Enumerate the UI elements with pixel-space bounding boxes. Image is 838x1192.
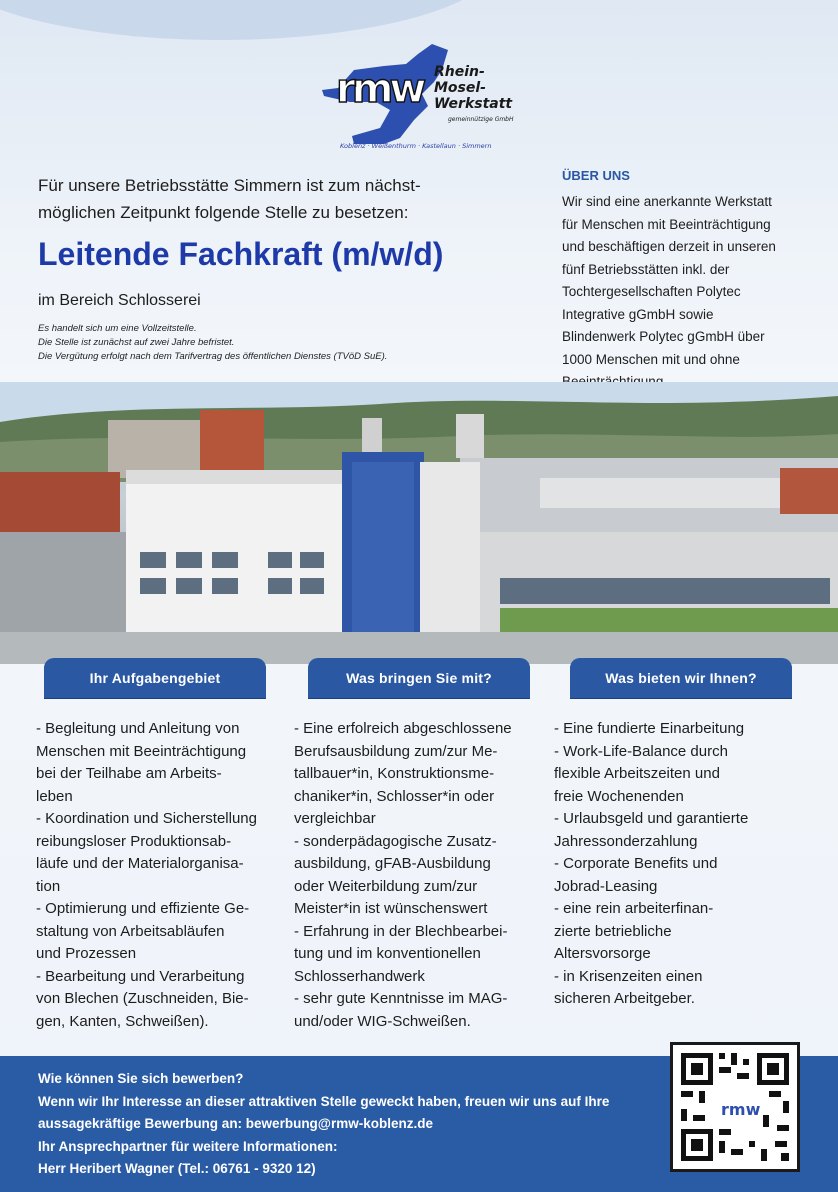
about-us (562, 168, 802, 394)
qr-logo-mark: rmw (721, 1100, 761, 1119)
list-item (36, 966, 286, 1034)
footer-text (38, 1068, 668, 1181)
list-line: und Prozessen (36, 945, 137, 962)
job-title: Leitende Fachkraft (m/w/d) (38, 236, 444, 272)
list-line: Menschen mit Beeinträchtigung (36, 742, 247, 760)
list-item (294, 718, 542, 831)
tasks-list (36, 718, 286, 1033)
qr-code-icon[interactable] (670, 1042, 800, 1172)
about-text (562, 191, 802, 394)
about-line: 1000 Menschen mit und ohne (562, 351, 740, 367)
logo-name (434, 64, 512, 112)
list-line: - in Krisenzeiten einen (554, 967, 703, 985)
list-line: - Urlaubsgeld und garantierte (554, 810, 749, 827)
list-line: gen, Kanten, Schweißen). (36, 1012, 209, 1030)
list-item (554, 898, 804, 966)
list-item (554, 741, 804, 809)
building-illustration (0, 382, 838, 664)
list-line: vergleichbar (294, 810, 376, 827)
job-subtitle: im Bereich Schlosserei (38, 292, 201, 309)
list-line: flexible Arbeitszeiten und (554, 765, 720, 782)
about-line: Tochtergesellschaften Polytec (562, 284, 741, 299)
section-heading-requirements: Was bringen Sie mit? (308, 658, 530, 698)
qr-code-graphic (673, 1045, 797, 1169)
list-item (554, 808, 804, 853)
list-line: Schlosserhandwerk (294, 967, 425, 985)
list-line: läufe und der Materialorganisa- (36, 855, 244, 872)
benefits-list (554, 718, 804, 1011)
list-line: leben (36, 787, 73, 805)
list-line: staltung von Arbeitsabläufen (36, 922, 225, 940)
company-logo (314, 40, 524, 152)
list-line: reibungsloser Produktionsab- (36, 832, 232, 850)
section-heading-tasks: Ihr Aufgabengebiet (44, 658, 266, 698)
list-line: - sehr gute Kenntnisse im MAG- (294, 990, 508, 1007)
list-line: bei der Teilhabe am Arbeits- (36, 765, 222, 782)
about-line: für Menschen mit Beeinträchtigung (562, 216, 771, 232)
footer-line: Herr Heribert Wagner (Tel.: 06761 - 9320 12) (38, 1161, 316, 1176)
list-line: - Optimierung und effiziente Ge- (36, 900, 250, 917)
list-item (554, 966, 804, 1011)
list-item (36, 898, 286, 966)
about-line: Wir sind eine anerkannte Werkstatt (562, 194, 772, 209)
building-photo (0, 382, 838, 664)
list-item (294, 988, 542, 1033)
list-line: - eine rein arbeiterfinan- (554, 900, 714, 917)
list-item (36, 718, 286, 808)
list-line: - Eine erfolreich abgeschlossene (294, 720, 512, 737)
list-item (554, 718, 804, 741)
list-line: - Erfahrung in der Blechbearbei- (294, 922, 508, 940)
job-details (38, 322, 508, 364)
logo-name-line-2: Mosel- (434, 80, 486, 96)
list-line: Jahressonderzahlung (554, 832, 698, 850)
list-line: zierte betriebliche (554, 922, 672, 940)
list-line: tung und im konventionellen (294, 945, 481, 962)
logo-legal-form: gemeinnützige GmbH (448, 116, 514, 123)
about-line: und beschäftigen derzeit in unseren (562, 239, 776, 254)
list-line: tallbauer*in, Konstruktionsme- (294, 765, 495, 782)
list-line: Berufsausbildung zum/zur Me- (294, 742, 498, 760)
list-line: Meister*in ist wünschenswert (294, 900, 488, 917)
logo-name-line-3: Werkstatt (434, 96, 513, 112)
section-heading-benefits: Was bieten wir Ihnen? (570, 658, 792, 698)
intro-text (38, 172, 518, 226)
logo-name-line-1: Rhein- (434, 64, 485, 80)
logo-mark: rmw (336, 66, 423, 112)
list-item (294, 831, 542, 921)
job-detail-line: Die Stelle ist zunächst auf zwei Jahre befristet. (38, 337, 235, 348)
list-item (36, 808, 286, 898)
list-line: - Koordination und Sicherstellung (36, 810, 257, 827)
list-line: Altersvorsorge (554, 945, 651, 962)
intro-line-2: möglichen Zeitpunkt folgende Stelle zu besetzen: (38, 203, 409, 222)
list-line: ausbildung, gFAB-Ausbildung (294, 855, 491, 872)
about-title: ÜBER UNS (562, 168, 630, 183)
list-line: und/oder WIG-Schweißen. (294, 1012, 471, 1030)
list-line: - sonderpädagogische Zusatz- (294, 832, 497, 850)
footer-line: aussagekräftige Bewerbung an: bewerbung@rmw-koblenz.de (38, 1116, 433, 1131)
job-detail-line: Die Vergütung erfolgt nach dem Tarifvertrag des öffentlichen Dienstes (TVöD SuE). (38, 351, 388, 362)
list-line: Jobrad-Leasing (554, 877, 658, 895)
list-line: - Begleitung und Anleitung von (36, 720, 240, 737)
logo-locations: Koblenz · Weißenthurm · Kastellaun · Simmern (340, 142, 492, 150)
list-line: - Work-Life-Balance durch (554, 742, 728, 760)
list-line: - Corporate Benefits und (554, 855, 718, 872)
job-detail-line: Es handelt sich um eine Vollzeitstelle. (38, 323, 197, 334)
about-line: fünf Betriebsstätten inkl. der (562, 261, 730, 277)
list-item (554, 853, 804, 898)
list-line: freie Wochenenden (554, 787, 684, 805)
list-line: - Bearbeitung und Verarbeitung (36, 967, 245, 985)
requirements-list (294, 718, 542, 1033)
list-item (294, 921, 542, 989)
footer-line: Wenn wir Ihr Interesse an dieser attraktiven Stelle geweckt haben, freuen wir uns auf Ihre (38, 1093, 610, 1109)
list-line: sicheren Arbeitgeber. (554, 990, 695, 1007)
footer-line: Wie können Sie sich bewerben? (38, 1071, 244, 1086)
list-line: chaniker*in, Schlosser*in oder (294, 787, 495, 805)
list-line: von Blechen (Zuschneiden, Bie- (36, 990, 249, 1007)
list-line: oder Weiterbildung zum/zur (294, 877, 478, 895)
footer-line: Ihr Ansprechpartner für weitere Informationen: (38, 1138, 338, 1154)
list-line: tion (36, 877, 61, 895)
about-line: Blindenwerk Polytec gGmbH über (562, 329, 765, 344)
list-line: - Eine fundierte Einarbeitung (554, 720, 745, 737)
about-line: Integrative gGmbH sowie (562, 306, 714, 322)
intro-line-1: Für unsere Betriebsstätte Simmern ist zum nächst- (38, 176, 421, 195)
